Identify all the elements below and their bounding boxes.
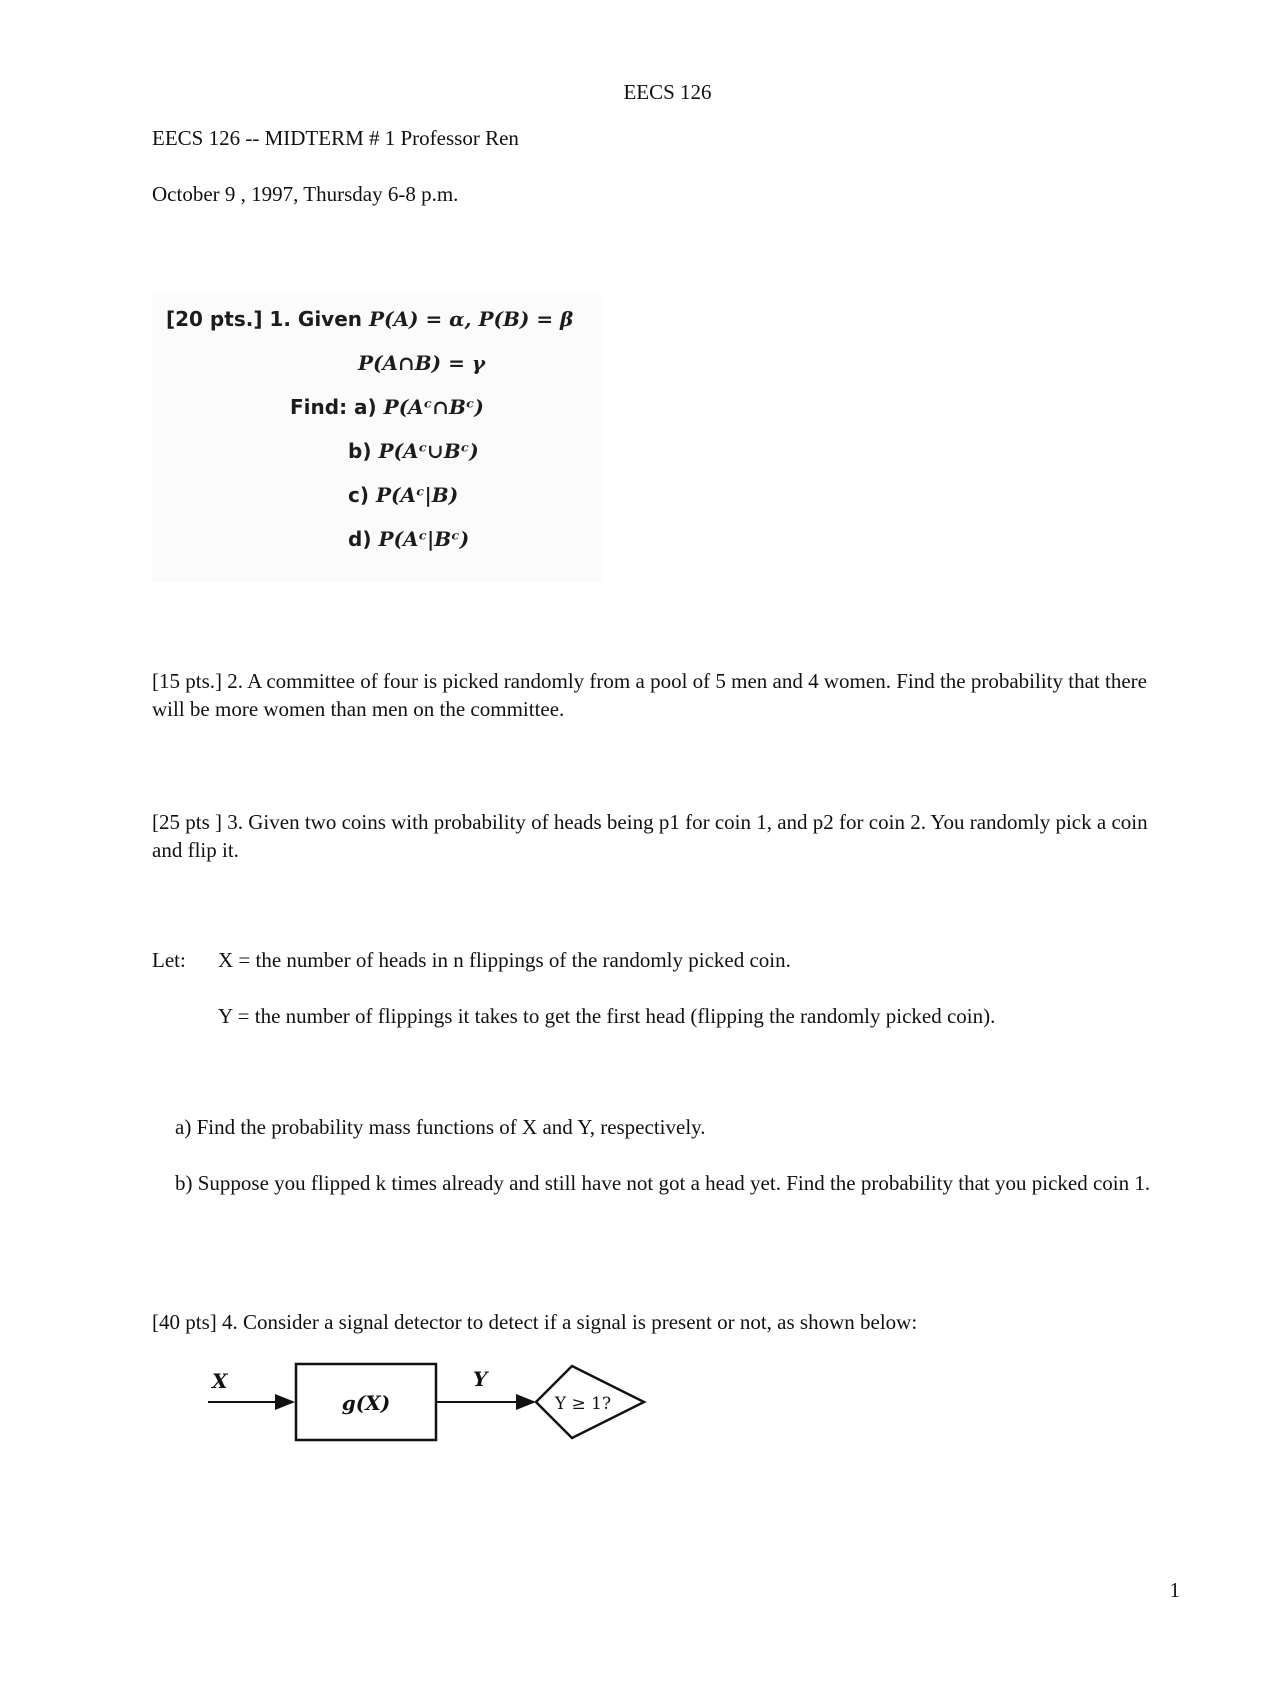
question-3-let-label: Let:	[152, 948, 186, 972]
question-1-part-d-label: d)	[348, 527, 372, 551]
question-1-part-d	[348, 526, 469, 552]
exam-date: October 9 , 1997, Thursday 6-8 p.m.	[152, 182, 459, 206]
signal-detector-diagram	[190, 1360, 660, 1460]
question-2-text: [15 pts.] 2. A committee of four is picked randomly from a pool of 5 men and 4 women. Find the probability that there will be more women than men on the committee.	[152, 669, 1147, 721]
question-1-part-b-label: b)	[348, 439, 372, 463]
question-1-find-label: Find:	[290, 395, 348, 419]
question-3-part-b: b) Suppose you flipped k times already and still have not got a head yet. Find the probability that you picked coin 1.	[175, 1171, 1151, 1195]
diagram-input-label: X	[212, 1369, 228, 1393]
question-1-part-a-expr: P(Aᶜ∩Bᶜ)	[383, 395, 484, 419]
question-1-part-d-expr: P(Aᶜ|Bᶜ)	[378, 527, 470, 551]
question-1-given-label: Given	[297, 307, 363, 331]
question-3-intro: [25 pts ] 3. Given two coins with probability of heads being p1 for coin 1, and p2 for coin 2. You randomly pick a coin and flip it.	[152, 810, 1148, 862]
diagram-output-label: Y	[473, 1367, 488, 1391]
question-3-x-definition: X = the number of heads in n flippings of the randomly picked coin.	[218, 948, 791, 972]
question-1-part-a-label: a)	[354, 395, 377, 419]
question-1-part-b-expr: P(Aᶜ∪Bᶜ)	[378, 439, 479, 463]
question-1-part-c-expr: P(Aᶜ|B)	[375, 483, 459, 507]
page-header-course: EECS 126	[623, 80, 712, 104]
question-1-scan	[152, 292, 602, 582]
question-1-find-row	[290, 394, 484, 420]
question-1-part-c-label: c)	[348, 483, 369, 507]
exam-title: EECS 126 -- MIDTERM # 1 Professor Ren	[152, 126, 519, 150]
page-number: 1	[1169, 1578, 1180, 1602]
question-3-part-a: a) Find the probability mass functions of X and Y, respectively.	[175, 1115, 706, 1139]
question-1-part-b	[348, 438, 479, 464]
question-3-y-definition: Y = the number of flippings it takes to get the first head (flipping the randomly picked coin).	[218, 1004, 996, 1028]
question-1-given-expr-1: P(A) = α, P(B) = β	[369, 307, 574, 331]
question-1-given-row	[166, 306, 573, 332]
diagram-decision-label: Y ≥ 1?	[554, 1394, 612, 1414]
question-1-points: [20 pts.] 1.	[166, 307, 291, 331]
question-4-text: [40 pts] 4. Consider a signal detector to detect if a signal is present or not, as shown below:	[152, 1310, 918, 1334]
question-1-given-expr-2: P(A∩B) = γ	[358, 351, 486, 375]
question-1-part-c	[348, 482, 458, 508]
diagram-box-label: g(X)	[341, 1391, 391, 1415]
